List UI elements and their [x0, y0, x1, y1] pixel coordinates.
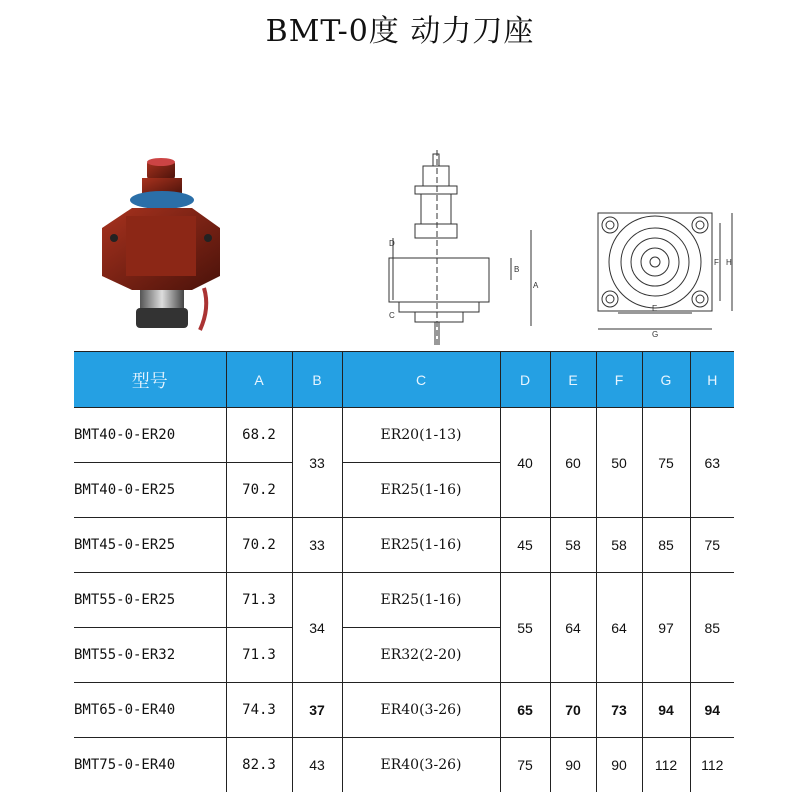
table-row	[74, 683, 734, 738]
table-row	[74, 518, 734, 573]
cell-b: 34	[292, 573, 342, 683]
table-header-row	[74, 352, 734, 408]
cell-e: 90	[550, 738, 596, 793]
cell-h: 63	[690, 408, 734, 518]
cell-model: BMT40-0-ER25	[74, 463, 226, 518]
cell-a: 70.2	[226, 518, 292, 573]
cell-model: BMT40-0-ER20	[74, 408, 226, 463]
header-f: F	[596, 352, 642, 408]
cell-model: BMT45-0-ER25	[74, 518, 226, 573]
dim-label-f: F	[714, 258, 719, 267]
dim-label-g: G	[652, 330, 659, 339]
side-view-drawing	[385, 150, 545, 345]
cell-model: BMT65-0-ER40	[74, 683, 226, 738]
cell-e: 64	[550, 573, 596, 683]
cell-e: 70	[550, 683, 596, 738]
header-h: H	[690, 352, 734, 408]
cell-g: 75	[642, 408, 690, 518]
header-a: A	[226, 352, 292, 408]
header-b: B	[292, 352, 342, 408]
header-model: 型号	[74, 352, 226, 408]
cell-b: 37	[292, 683, 342, 738]
dim-label-c: C	[389, 311, 395, 320]
header-g: G	[642, 352, 690, 408]
cell-model: BMT75-0-ER40	[74, 738, 226, 793]
cell-d: 65	[500, 683, 550, 738]
header-d: D	[500, 352, 550, 408]
cell-b: 33	[292, 518, 342, 573]
cell-f: 73	[596, 683, 642, 738]
header-e: E	[550, 352, 596, 408]
cell-d: 55	[500, 573, 550, 683]
cell-model: BMT55-0-ER32	[74, 628, 226, 683]
cell-g: 85	[642, 518, 690, 573]
cell-f: 90	[596, 738, 642, 793]
product-photo	[92, 158, 232, 338]
dim-label-e: E	[652, 304, 658, 313]
table-row	[74, 738, 734, 793]
cell-c: ER25(1-16)	[342, 518, 500, 573]
cell-e: 60	[550, 408, 596, 518]
header-c: C	[342, 352, 500, 408]
cell-g: 112	[642, 738, 690, 793]
cell-a: 82.3	[226, 738, 292, 793]
cell-c: ER32(2-20)	[342, 628, 500, 683]
cell-h: 75	[690, 518, 734, 573]
cell-a: 68.2	[226, 408, 292, 463]
cell-f: 58	[596, 518, 642, 573]
cell-g: 97	[642, 573, 690, 683]
dim-label-h: H	[726, 258, 732, 267]
cell-a: 71.3	[226, 628, 292, 683]
cell-d: 75	[500, 738, 550, 793]
cell-h: 112	[690, 738, 734, 793]
table-row	[74, 408, 734, 463]
cell-c: ER25(1-16)	[342, 573, 500, 628]
dim-label-a: A	[533, 281, 539, 290]
cell-g: 94	[642, 683, 690, 738]
cell-c: ER40(3-26)	[342, 738, 500, 793]
page-title: BMT-0度 动力刀座	[265, 14, 535, 49]
spec-table	[74, 351, 734, 792]
cell-a: 74.3	[226, 683, 292, 738]
top-view-drawing	[590, 205, 740, 340]
cell-a: 71.3	[226, 573, 292, 628]
cell-a: 70.2	[226, 463, 292, 518]
table-row	[74, 573, 734, 628]
cell-h: 85	[690, 573, 734, 683]
cell-h: 94	[690, 683, 734, 738]
cell-e: 58	[550, 518, 596, 573]
cell-b: 33	[292, 408, 342, 518]
cell-f: 50	[596, 408, 642, 518]
dim-label-b: B	[514, 265, 520, 274]
cell-c: ER20(1-13)	[342, 408, 500, 463]
cell-f: 64	[596, 573, 642, 683]
cell-d: 45	[500, 518, 550, 573]
dim-label-d: D	[389, 239, 395, 248]
cell-model: BMT55-0-ER25	[74, 573, 226, 628]
cell-c: ER40(3-26)	[342, 683, 500, 738]
cell-d: 40	[500, 408, 550, 518]
cell-b: 43	[292, 738, 342, 793]
cell-c: ER25(1-16)	[342, 463, 500, 518]
